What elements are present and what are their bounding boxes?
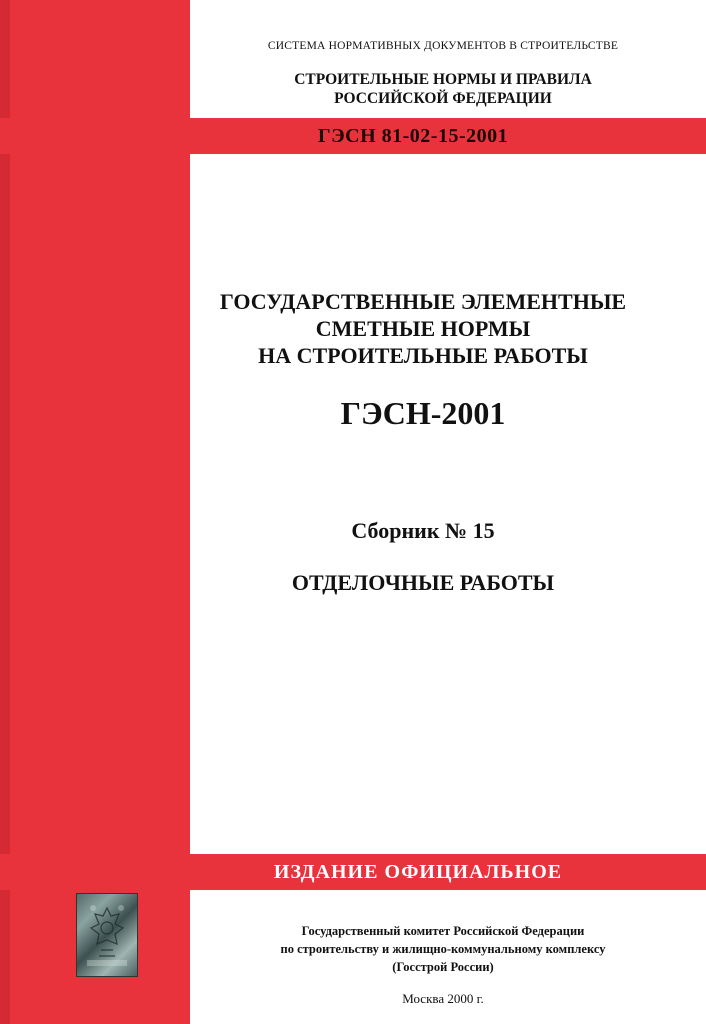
main-title-line1: ГОСУДАРСТВЕННЫЕ ЭЛЕМЕНТНЫЕ [219, 289, 627, 314]
norms-header [200, 70, 686, 108]
publisher-line3: (Госстрой России) [392, 960, 494, 974]
top-red-band [0, 118, 706, 154]
publisher-block [200, 922, 686, 976]
main-title-line3: НА СТРОИТЕЛЬНЫЕ РАБОТЫ [258, 343, 588, 368]
eagle-emblem-hologram-icon [76, 893, 138, 977]
norms-header-line2: РОССИЙСКОЙ ФЕДЕРАЦИИ [334, 90, 552, 107]
system-header: СИСТЕМА НОРМАТИВНЫХ ДОКУМЕНТОВ В СТРОИТЕЛЬСТВЕ [267, 40, 619, 52]
city-year: Москва 2000 г. [402, 991, 484, 1006]
hologram-graphic [77, 894, 137, 976]
bottom-red-band [0, 854, 706, 890]
main-title [190, 288, 656, 369]
publisher-line2: по строительству и жилищно-коммунальному комплексу [280, 942, 606, 956]
norms-header-line1: СТРОИТЕЛЬНЫЕ НОРМЫ И ПРАВИЛА [294, 71, 592, 88]
collection-subject: ОТДЕЛОЧНЫЕ РАБОТЫ [291, 570, 555, 595]
publisher-line1: Государственный комитет Российской Федерации [301, 924, 585, 938]
main-title-line2: СМЕТНЫЕ НОРМЫ [315, 316, 531, 341]
title-code: ГЭСН-2001 [340, 395, 506, 431]
collection-label: Сборник № 15 [351, 518, 495, 543]
document-code: ГЭСН 81-02-15-2001 [317, 124, 509, 147]
official-edition-label: ИЗДАНИЕ ОФИЦИАЛЬНОЕ [273, 860, 563, 883]
